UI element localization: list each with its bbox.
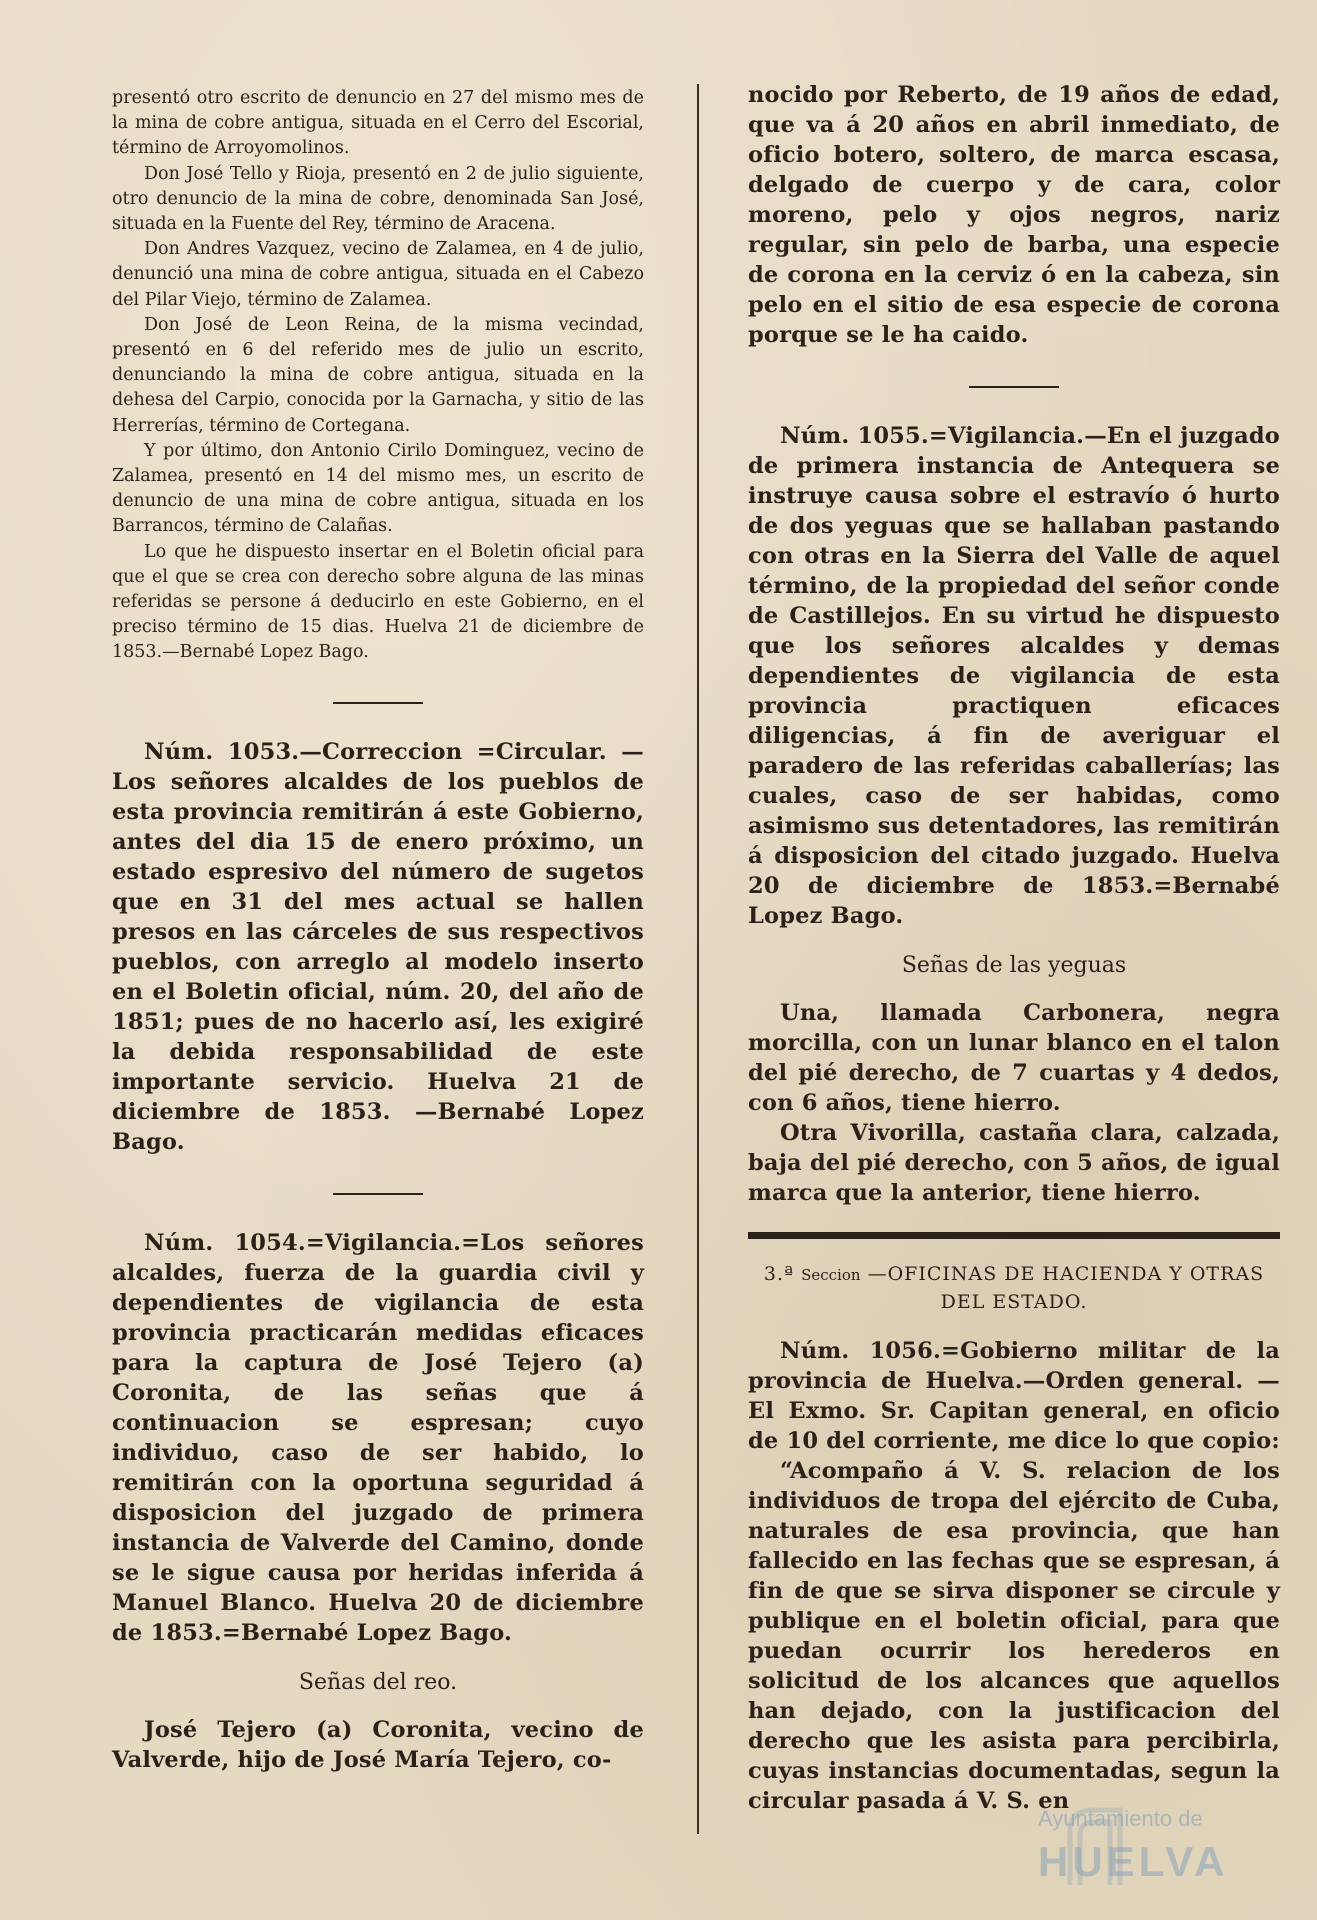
section-heading xyxy=(748,1261,1280,1316)
paragraph: Don Andres Vazquez, vecino de Zalamea, en 4 de julio, denunció una mina de cobre antigua, situada en el Cabezo del Pilar Viejo, término de Zalamea. xyxy=(112,239,644,310)
watermark-line2: HUELVA xyxy=(1038,1838,1229,1885)
paragraph: nocido por Reberto, de 19 años de edad, que va á 20 años en abril inmediato, de oficio botero, soltero, de marca escasa, delgado de cuerpo y de cara, color moreno, pelo y ojos negros, nariz regular, sin pelo de barba, una especie de corona en la cerviz ó en la cabeza, sin pelo en el sitio de esa especie de corona porque se le ha caido. xyxy=(748,82,1280,348)
separator-rule xyxy=(333,702,423,704)
separator-rule xyxy=(969,386,1059,388)
paragraph: “Acompaño á V. S. relacion de los individuos de tropa del ejército de Cuba, naturales de esa provincia, que han fallecido en las fechas que se espresan, á fin de que se sirva disponer se circule y publique en el boletin oficial, para que puedan ocurrir los herederos en solicitud de los alcances que aquellos han dejado, con la justificacion del derecho que les asista para percibirla, cuyas instancias documentadas, segun la circular pasada á V. S. en xyxy=(748,1458,1280,1814)
watermark-line1: Ayuntamiento de xyxy=(1038,1806,1203,1831)
heading-senas-reo: Señas del reo. xyxy=(298,1669,458,1695)
section-label: Seccion xyxy=(801,1266,861,1284)
notice-1053: Núm. 1053.—Correccion =Circular. —Los señores alcaldes de los pueblos de esta provincia remitirán á este Gobierno, antes del dia 15 de enero próximo, un estado espresivo del número de sugetos que en 31 del mes actual se hallen presos en las cárceles de sus respectivos pueblos, con arreglo al modelo inserto en el Boletin oficial, núm. 20, del año de 1851; pues de no hacerlo así, les exigiré la debida responsabilidad de este importante servicio. Huelva 21 de diciembre de 1853. —Bernabé Lopez Bago. xyxy=(112,738,644,1155)
paragraph: José Tejero (a) Coronita, vecino de Valverde, hijo de José María Tejero, co- xyxy=(112,1716,644,1773)
column-divider xyxy=(697,84,699,1834)
section-title: —OFICINAS DE HACIENDA Y OTRAS DEL ESTADO. xyxy=(867,1263,1265,1313)
paragraph: Don José Tello y Rioja, presentó en 2 de julio siguiente, otro denuncio de la mina de cobre, denominada San José, situada en la Fuente del Rey, término de Aracena. xyxy=(112,163,644,235)
heading-senas-yeguas: Señas de las yeguas xyxy=(901,953,1127,978)
paragraph: Una, llamada Carbonera, negra morcilla, con un lunar blanco en el talon del pié derecho, de 7 cuartas y 4 dedos, con 6 años, tiene hierro. xyxy=(748,1000,1280,1116)
mine-claims-section xyxy=(112,86,644,666)
notice-1056: Núm. 1056.=Gobierno militar de la provincia de Huelva.—Orden general. —El Exmo. Sr. Capitan general, en oficio de 10 del corriente, me dice lo que copio: xyxy=(748,1338,1280,1454)
separator xyxy=(112,692,644,713)
paragraph: Otra Vivorilla, castaña clara, calzada, baja del pié derecho, con 5 años, de igual marca que la anterior, tiene hierro. xyxy=(748,1120,1280,1206)
separator xyxy=(112,1183,644,1204)
notice-1055: Núm. 1055.=Vigilancia.—En el juzgado de primera instancia de Antequera se instruye causa sobre el estravío ó hurto de dos yeguas que se hallaban pastando con otras en la Sierra del Valle de aquel término, de la propiedad del señor conde de Castillejos. En su virtud he dispuesto que los señores alcaldes y demas dependientes de vigilancia de esta provincia practiquen eficaces diligencias, á fin de averiguar el paradero de las referidas caballerías; las cuales, caso de ser habidas, como asimismo sus detentadores, las remitirán á disposicion del citado juzgado. Huelva 20 de diciembre de 1853.=Bernabé Lopez Bago. xyxy=(748,423,1280,929)
section-rule xyxy=(748,1232,1280,1239)
left-column xyxy=(112,86,644,1775)
paragraph: Don José de Leon Reina, de la misma vecindad, presentó en 6 del referido mes de julio un escrito, denunciando la mina de cobre antigua, situada en la dehesa del Carpio, conocida por la Garnacha, y sitio de las Herrerías, término de Cortegana. xyxy=(112,314,644,436)
right-column xyxy=(748,80,1280,1816)
separator-rule xyxy=(333,1193,423,1195)
separator xyxy=(748,376,1280,397)
notice-1054: Núm. 1054.=Vigilancia.=Los señores alcaldes, fuerza de la guardia civil y dependientes de vigilancia de esta provincia practicarán medidas eficaces para la captura de José Tejero (a) Coronita, de las señas que á continuacion se espresan; cuyo individuo, caso de ser habido, lo remitirán con la oportuna seguridad á disposicion del juzgado de primera instancia de Valverde del Camino, donde se le sigue causa por heridas inferida á Manuel Blanco. Huelva 20 de diciembre de 1853.=Bernabé Lopez Bago. xyxy=(112,1229,644,1646)
paragraph: Lo que he dispuesto insertar en el Boletin oficial para que el que se crea con derecho sobre alguna de las minas referidas se persone á deducirlo en este Gobierno, en el preciso término de 15 dias. Huelva 21 de diciembre de 1853.—Bernabé Lopez Bago. xyxy=(112,541,644,663)
paragraph: presentó otro escrito de denuncio en 27 del mismo mes de la mina de cobre antigua, situada en el Cerro del Escorial, término de Arroyomolinos. xyxy=(112,88,644,159)
paragraph: Y por último, don Antonio Cirilo Dominguez, vecino de Zalamea, presentó en 14 del mismo mes, un escrito de denuncio de una mina de cobre antigua, situada en los Barrancos, término de Calañas. xyxy=(112,440,644,537)
section-number: 3.ª xyxy=(763,1263,795,1285)
